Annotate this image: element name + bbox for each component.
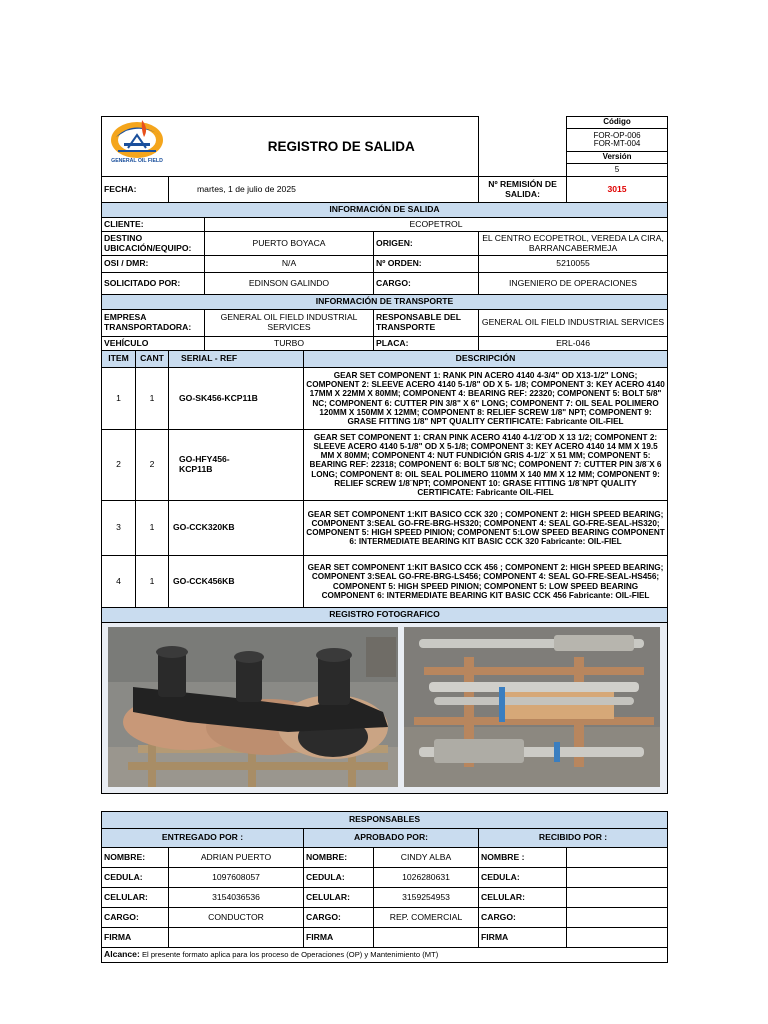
aprobado-celular: 3159254953 [374,888,479,908]
entregado-celular: 3154036536 [169,888,304,908]
company-logo [104,117,174,173]
entregado-nombre: ADRIAN PUERTO [169,848,304,868]
version-value: 5 [614,164,620,174]
aprobado-nombre-label: NOMBRE: [304,848,374,868]
aprobado-cedula: 1026280631 [374,868,479,888]
aprobado-firma [374,928,479,948]
cliente-label: CLIENTE: [102,218,205,232]
photo-cell [102,623,668,794]
item-serial: GO-HFY456-KCP11B [169,430,304,501]
aprobado-firma-label: FIRMA [304,928,374,948]
destino-label: DESTINO UBICACIÓN/EQUIPO: [102,232,205,256]
entregado-cedula: 1097608057 [169,868,304,888]
aprobado-cargo: REP. COMERCIAL [374,908,479,928]
entregado-nombre-label: NOMBRE: [102,848,169,868]
version-label: Versión [567,153,667,164]
orden-label: Nº ORDEN: [374,256,479,273]
item-serial: GO-CCK456KB [169,556,304,608]
osi-label: OSI / DMR: [102,256,205,273]
photo-gear-components [108,627,398,787]
cargo-value: INGENIERO DE OPERACIONES [479,273,668,295]
aprobado-celular-label: CELULAR: [304,888,374,908]
aprobado-nombre: CINDY ALBA [374,848,479,868]
entregado-header: ENTREGADO POR : [102,829,304,848]
recibido-nombre-label: NOMBRE : [479,848,567,868]
items-header-descripcion: DESCRIPCIÓN [304,351,668,368]
alcance-label: Alcance: [104,949,140,959]
destino-value: PUERTO BOYACA [205,232,374,256]
item-number: 1 [102,368,136,430]
item-number: 3 [102,501,136,556]
cliente-value: ECOPETROL [205,218,668,232]
recibido-cargo-label: CARGO: [479,908,567,928]
item-cant: 1 [136,556,169,608]
section-registro-fotografico: REGISTRO FOTOGRAFICO [102,608,668,623]
fecha-value: martes, 1 de julio de 2025 [169,177,479,203]
exit-record-form [101,116,667,963]
aprobado-cargo-label: CARGO: [304,908,374,928]
entregado-cedula-label: CEDULA: [102,868,169,888]
recibido-nombre [567,848,668,868]
entregado-cargo-label: CARGO: [102,908,169,928]
remision-label: Nº REMISIÓN DE SALIDA: [479,177,567,203]
item-row [102,556,668,608]
codigo-label: Código [567,117,668,129]
aprobado-cedula-label: CEDULA: [304,868,374,888]
placa-label: PLACA: [374,337,479,351]
item-row [102,430,668,501]
svg-text:GENERAL OIL FIELD: GENERAL OIL FIELD [111,158,163,165]
vehiculo-label: VEHÍCULO [102,337,205,351]
item-serial: GO-CCK320KB [169,501,304,556]
section-responsables: RESPONSABLES [102,812,668,829]
solicitado-value: EDINSON GALINDO [205,273,374,295]
cargo-label: CARGO: [374,273,479,295]
vehiculo-value: TURBO [205,337,374,351]
entregado-cargo: CONDUCTOR [169,908,304,928]
item-cant: 1 [136,501,169,556]
recibido-cedula-label: CEDULA: [479,868,567,888]
fecha-label: FECHA: [102,177,169,203]
items-header-item: ITEM [102,351,136,368]
codigo-values [567,129,668,152]
responsable-label: RESPONSABLE DEL TRANSPORTE [374,310,479,337]
item-cant: 1 [136,368,169,430]
item-description: GEAR SET COMPONENT 1: CRAN PINK ACERO 4140 4-1/2¨OD X 13 1/2; COMPONENT 2: SLEEVE ACERO 4140 5-1/8" OD X 5-1/8; COMPONENT 3: KEY ACERO 4140 14 MM X 19.5 MM X 80MM; COMPONENT 4: NUT FUNDICIÓN GRIS 4-1/2¨ X 51 MM; COMPONENT 5: BEARING REF: 22318; COMPONENT 6: BOLT 5/8¨NC; COMPONENT 7: CUTTER PIN 3/8¨X 6 LONG; COMPONENT 8: OIL SEAL POLIMERO 110MM X 140 MM X 12 MM; COMPONENT 9: RELIEF SCREW 1/8¨NPT; COMPONENT 10: GRASE FITTING 1/8¨NPT QUALITY CERTIFICATE: Fabricante OIL-FIEL [304,430,668,501]
entregado-firma-label: FIRMA [102,928,169,948]
item-number: 2 [102,430,136,501]
item-description: GEAR SET COMPONENT 1:KIT BASICO CCK 456 ; COMPONENT 2: HIGH SPEED BEARING; COMPONENT 3:SEAL GO-FRE-BRG-LS456; COMPONENT 4: SEAL GO-FRE-SEAL-HS456; COMPONENT 5: HIGH SPEED PINION; COMPONENT 5: LOW SPEED BEARING COMPONENT 6: INTERMEDIATE BEARING KIT BASIC CCK 456 Fabricante: OIL-FIEL [304,556,668,608]
item-cant: 2 [136,430,169,501]
solicitado-label: SOLICITADO POR: [102,273,205,295]
codigo-value-op: FOR-OP-006 [593,130,641,140]
empresa-value: GENERAL OIL FIELD INDUSTRIAL SERVICES [205,310,374,337]
entregado-firma [169,928,304,948]
alcance-text: El presente formato aplica para los proceso de Operaciones (OP) y Mantenimiento (MT) [141,950,439,959]
recibido-cargo [567,908,668,928]
recibido-firma-label: FIRMA [479,928,567,948]
items-header-serial: SERIAL - REF [169,351,304,368]
responsable-value: GENERAL OIL FIELD INDUSTRIAL SERVICES [479,310,668,337]
photo-shafts [404,627,660,787]
osi-value: N/A [205,256,374,273]
origen-value: EL CENTRO ECOPETROL, VEREDA LA CIRA, BARRANCABERMEJA [479,232,668,256]
aprobado-header: APROBADO POR: [304,829,479,848]
items-header-cant: CANT [136,351,169,368]
orden-value: 5210055 [479,256,668,273]
remision-value: 3015 [567,177,668,203]
item-row [102,368,668,430]
item-description: GEAR SET COMPONENT 1: RANK PIN ACERO 4140 4-3/4" OD X13-1/2" LONG; COMPONENT 2: SLEEVE ACERO 4140 5-1/8" OD X 5- 1/8; COMPONENT 3: KEY ACERO 4140 17MM X 22MM X 80MM; COMPONENT 4: BEARING REF: 22320; COMPONENT 5: BOLT 5/8" NC; COMPONENT 6: CUTTER PIN 3/8" X 6" LONG; COMPONENT 7: OIL SEAL POLIMERO 120MM X 150MM X 12MM; COMPONENT 8: RELIEF SCREW 1/8" NPT; COMPONENT 9: GRASE FITTING 1/8" NPT QUALITY CERTIFICATE: Fabricante OIL-FIEL [304,368,668,430]
codigo-value-mt: FOR-MT-004 [593,139,641,149]
item-description: GEAR SET COMPONENT 1:KIT BASICO CCK 320 ; COMPONENT 2: HIGH SPEED BEARING; COMPONENT 3:SEAL GO-FRE-BRG-HS320; COMPONENT 4: SEAL GO-FRE-SEAL-HS320; COMPONENT 5: HIGH SPEED PINION; COMPONENT 5:LOW SPEED BEARING COMPONENT 6: INTERMEDIATE BEARING KIT BASIC CCK 320 Fabricante: OIL-FIEL [304,501,668,556]
version-cell [567,152,668,177]
recibido-celular-label: CELULAR: [479,888,567,908]
recibido-cedula [567,868,668,888]
alcance-note [102,948,668,963]
item-row [102,501,668,556]
item-serial: GO-SK456-KCP11B [169,368,304,430]
entregado-celular-label: CELULAR: [102,888,169,908]
empresa-label: EMPRESA TRANSPORTADORA: [102,310,205,337]
form-table [101,116,668,963]
recibido-header: RECIBIDO POR : [479,829,668,848]
origen-label: ORIGEN: [374,232,479,256]
logo-cell [102,117,205,177]
document-title: REGISTRO DE SALIDA [205,117,479,177]
section-info-salida: INFORMACIÓN DE SALIDA [102,203,668,218]
recibido-celular [567,888,668,908]
section-info-transporte: INFORMACIÓN DE TRANSPORTE [102,295,668,310]
item-number: 4 [102,556,136,608]
placa-value: ERL-046 [479,337,668,351]
recibido-firma [567,928,668,948]
